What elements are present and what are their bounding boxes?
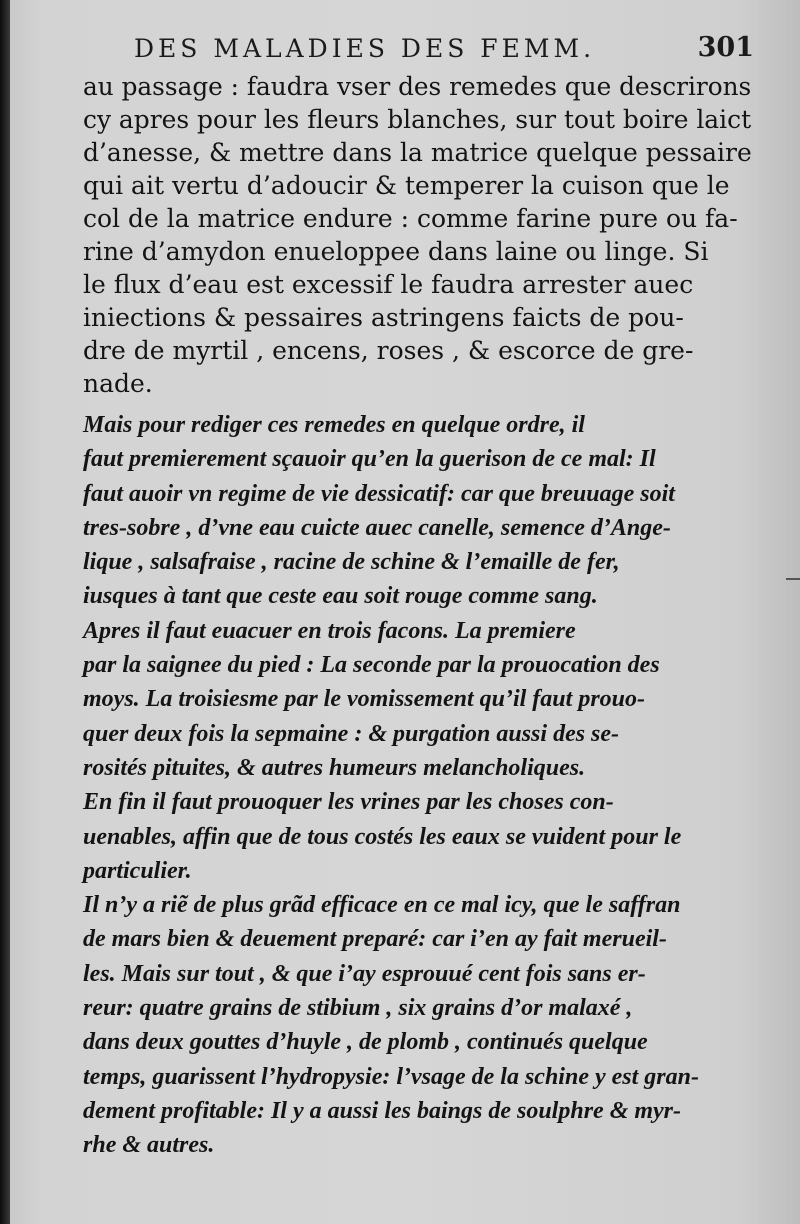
- text-line: iusques à tant que ceste eau soit rouge comme sang.: [83, 583, 598, 610]
- page-body: [83, 70, 751, 1163]
- text-line: col de la matrice endure : comme farine pure ou fa-: [83, 204, 738, 233]
- text-line: rhe & autres.: [83, 1132, 215, 1159]
- text-line: reur: quatre grains de stibium , six grains d’or malaxé ,: [83, 995, 633, 1022]
- text-line: lique , salsafraise , racine de schine & l’emaille de fer,: [83, 549, 620, 576]
- text-line: les. Mais sur tout , & que i’ay esprouué cent fois sans er-: [83, 960, 646, 987]
- paragraph: [83, 408, 751, 614]
- text-line: de mars bien & deuement preparé: car i’en ay fait merueil-: [83, 926, 667, 953]
- text-line: dre de myrtil , encens, roses , & escorce de gre-: [83, 336, 694, 365]
- text-line: faut premierement sçauoir qu’en la guerison de ce mal: Il: [83, 446, 656, 473]
- paragraph: [83, 888, 751, 1162]
- text-line: En fin il faut prouoquer les vrines par les choses con-: [83, 789, 614, 816]
- text-line: moys. La troisiesme par le vomissement qu’il faut prouo-: [83, 686, 645, 713]
- text-line: tres-sobre , d’vne eau cuicte auec canelle, semence d’Ange-: [83, 514, 671, 541]
- paragraph: [83, 785, 751, 888]
- text-line: temps, guarissent l’hydropysie: l’vsage de la schine y est gran-: [83, 1063, 699, 1090]
- text-line: quer deux fois la sepmaine : & purgation aussi des se-: [83, 720, 620, 747]
- text-line: cy apres pour les fleurs blanches, sur tout boire laict: [83, 105, 752, 134]
- text-line: Apres il faut euacuer en trois facons. La premiere: [83, 617, 576, 644]
- text-line: uenables, affin que de tous costés les eaux se vuident pour le: [83, 823, 682, 850]
- margin-mark: [786, 578, 800, 580]
- page-number: 301: [697, 32, 754, 63]
- text-line: faut auoir vn regime de vie dessicatif: car que breuuage soit: [83, 480, 675, 507]
- page-gutter-shadow: [0, 0, 10, 1224]
- text-line: Mais pour rediger ces remedes en quelque ordre, il: [83, 412, 585, 438]
- text-line: iniections & pessaires astringens faicts de pou-: [83, 303, 684, 332]
- text-line: rosités pituites, & autres humeurs melancholiques.: [83, 754, 586, 781]
- text-line: dans deux gouttes d’huyle , de plomb , continués quelque: [83, 1029, 648, 1056]
- running-head: DES MALADIES DES FEMM.: [134, 34, 596, 63]
- text-line: qui ait vertu d’adoucir & temperer la cuison que le: [83, 171, 730, 200]
- text-line: particulier.: [83, 857, 192, 884]
- text-line: au passage : faudra vser des remedes que descrirons: [83, 72, 752, 101]
- paragraph: [83, 70, 751, 400]
- text-line: d’anesse, & mettre dans la matrice quelque pessaire: [83, 138, 752, 167]
- paragraph: [83, 614, 751, 785]
- text-line: le flux d’eau est excessif le faudra arrester auec: [83, 270, 694, 299]
- text-line: Il n’y a riẽ de plus grãd efficace en ce mal icy, que le saffran: [83, 892, 681, 919]
- page-header: [134, 30, 754, 70]
- text-line: nade.: [83, 369, 153, 398]
- book-page: [10, 0, 800, 1224]
- text-line: par la saignee du pied : La seconde par la prouocation des: [83, 652, 660, 679]
- text-line: dement profitable: Il y a aussi les baings de soulphre & myr-: [83, 1097, 682, 1124]
- text-line: rine d’amydon enueloppee dans laine ou linge. Si: [83, 237, 709, 266]
